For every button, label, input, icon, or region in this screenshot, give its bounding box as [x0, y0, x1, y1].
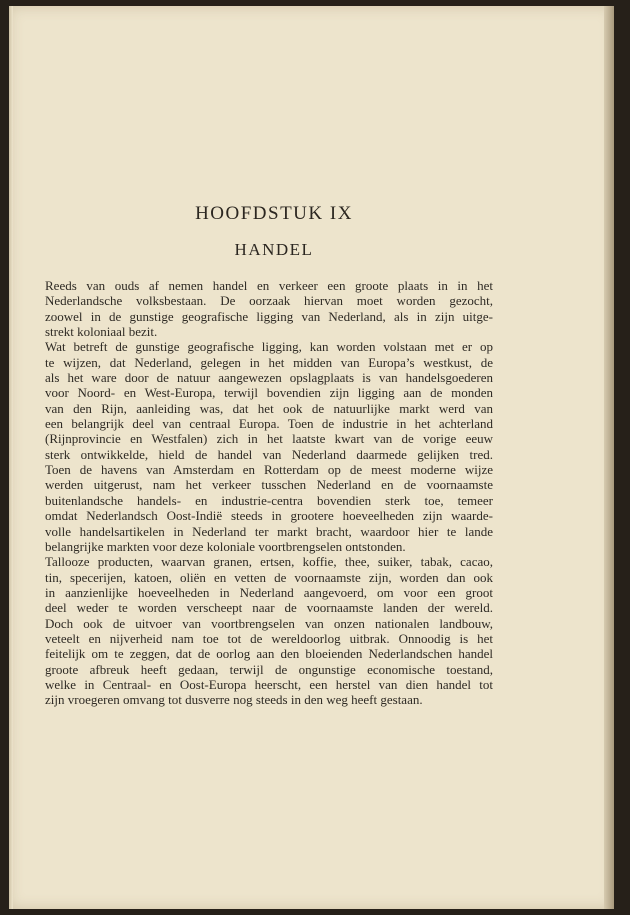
text-line: sterk ontwikkelde, hield de handel van Nederland daarmede gelijken tred. — [45, 446, 493, 462]
text-line: buitenlandsche handels- en industrie-centra bovendien sterk toe, temeer — [45, 492, 493, 508]
text-line: Reeds van ouds af nemen handel en verkeer een groote plaats in in het — [45, 278, 493, 293]
text-line: groote afbreuk heeft gedaan, terwijl de ongunstige economische toestand, — [45, 661, 493, 677]
text-line: zoowel in de gunstige geografische ligging van Nederland, als in zijn uitge- — [45, 308, 493, 324]
text-line: feitelijk om te zeggen, dat de oorlog aan den bloeienden Nederlandschen handel — [45, 646, 493, 662]
text-line: Tallooze producten, waarvan granen, ertsen, koffie, thee, suiker, tabak, cacao, — [45, 554, 493, 570]
text-line: (Rijnprovincie en Westfalen) zich in het laatste kwart van de vorige eeuw — [45, 431, 493, 447]
text-line: Doch ook de uitvoer van voortbrengselen van onzen nationalen landbouw, — [45, 615, 493, 631]
book-page — [9, 6, 614, 909]
text-line: Nederlandsche volksbestaan. De oorzaak hiervan moet worden gezocht, — [45, 293, 493, 309]
text-line: werden uitgerust, nam het verkeer tusschen Nederland en de voornaamste — [45, 477, 493, 493]
text-line: van den Rijn, aanleiding was, dat het ook de natuurlijke markt werd van — [45, 400, 493, 416]
text-line: veteelt en nijverheid nam toe tot de wereldoorlog uitbrak. Onnoodig is het — [45, 630, 493, 646]
page-left-edge — [9, 6, 13, 909]
chapter-heading: HOOFDSTUK IX — [195, 203, 353, 224]
body-text — [45, 278, 493, 708]
page-right-edge — [604, 6, 614, 909]
chapter-title: HANDEL — [234, 240, 314, 259]
text-line: volle handelsartikelen in Nederland ter markt bracht, waardoor hier te lande — [45, 523, 493, 539]
text-line: Toen de havens van Amsterdam en Rotterdam op de meest moderne wijze — [45, 462, 493, 478]
text-line: Wat betreft de gunstige geografische ligging, kan worden volstaan met er op — [45, 339, 493, 355]
text-line: te wijzen, dat Nederland, gelegen in het midden van Europa’s westkust, de — [45, 354, 493, 370]
text-line: voor Noord- en West-Europa, terwijl bovendien zijn ligging aan de monden — [45, 385, 493, 401]
text-line: strekt koloniaal bezit. — [45, 324, 158, 340]
text-line: zijn vroegeren omvang tot dusverre nog steeds in den weg heeft gestaan. — [45, 692, 423, 708]
text-line: welke in Centraal- en Oost-Europa heerscht, een herstel van dien handel tot — [45, 676, 493, 692]
text-line: als het ware door de natuur aangewezen opslagplaats is van handelsgoederen — [45, 370, 493, 386]
text-line: deel weder te worden verscheept naar de voornaamste landen der wereld. — [45, 600, 493, 616]
text-line: omdat Nederlandsch Oost-Indië steeds in grootere hoeveelheden zijn waarde- — [45, 508, 493, 524]
text-line: een belangrijk deel van centraal Europa. Toen de industrie in het achterland — [45, 416, 493, 432]
text-line: belangrijke markten voor deze koloniale voortbrengselen ontstonden. — [45, 538, 406, 554]
text-line: tin, specerijen, katoen, oliën en vetten de voornaamste zijn, worden dan ook — [45, 569, 493, 585]
text-line: in aanzienlijke hoeveelheden in Nederland aangevoerd, om voor een groot — [45, 584, 493, 600]
